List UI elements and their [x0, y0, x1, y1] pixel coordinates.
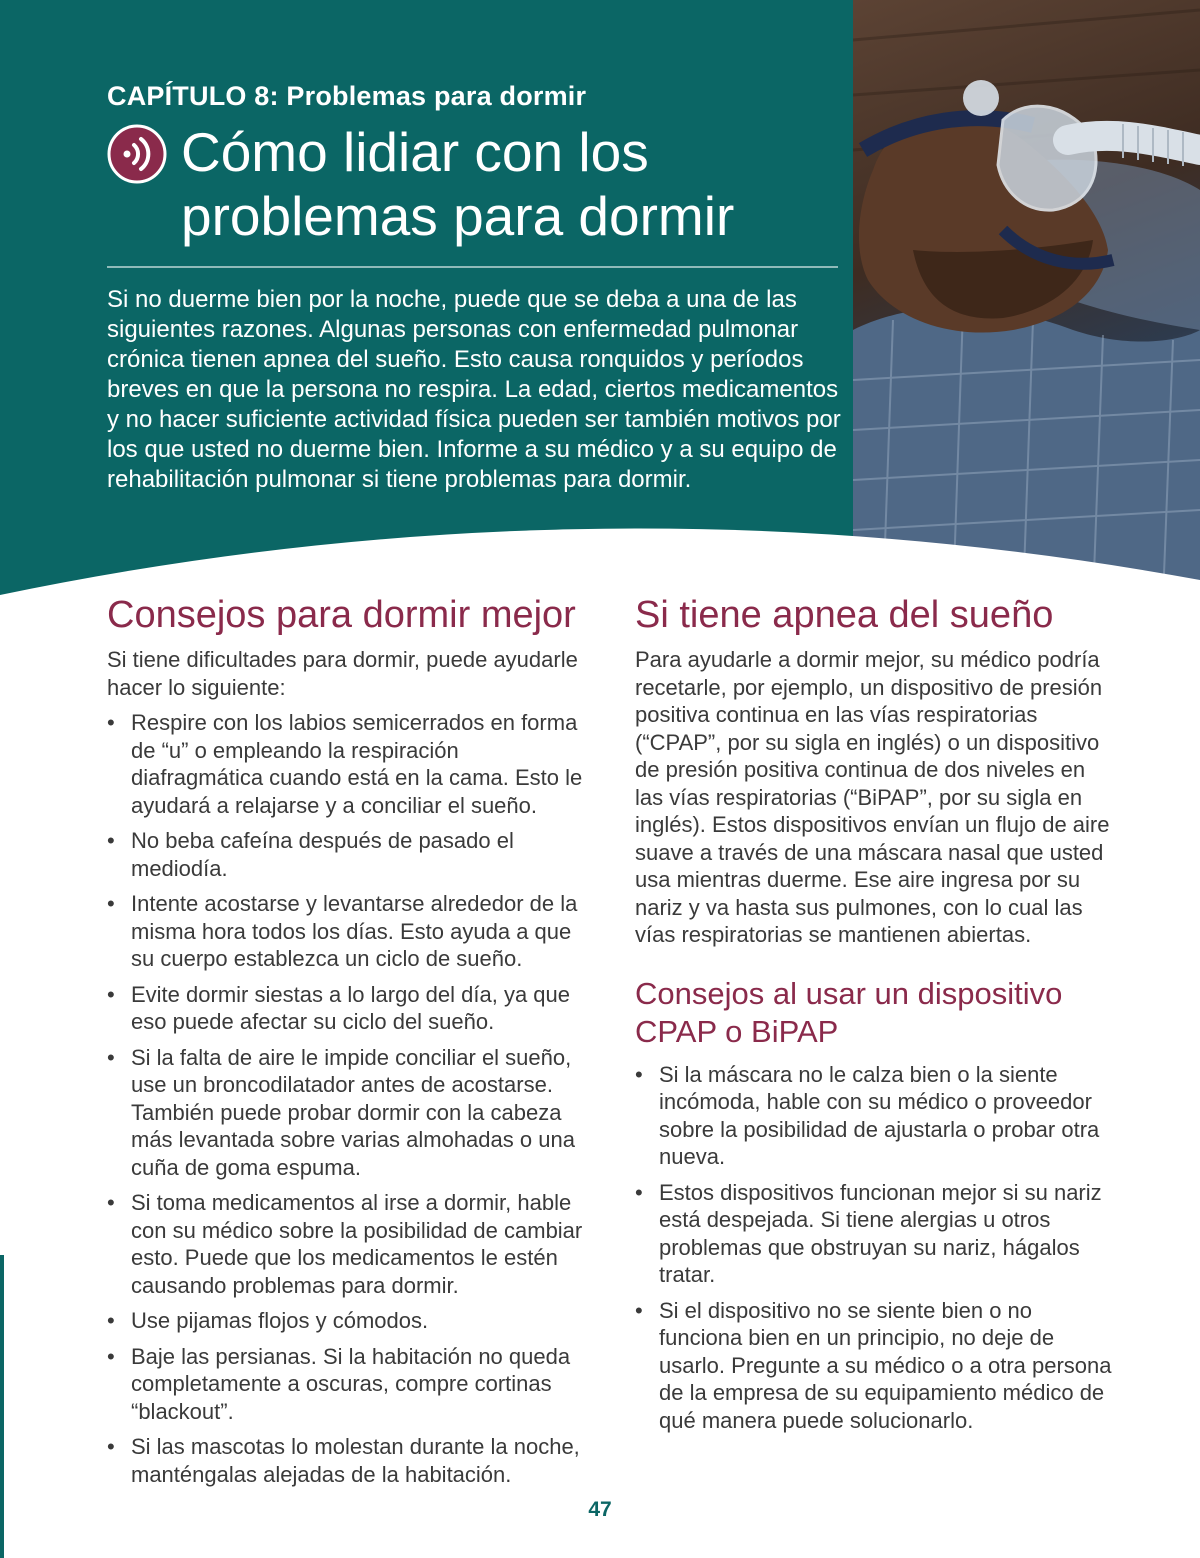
list-item: • Evite dormir siestas a lo largo del día, ya que eso puede afectar su ciclo del sueño.: [107, 981, 571, 1034]
list-item: • Si las mascotas lo molestan durante la noche, manténgalas alejadas de la habitación.: [107, 1434, 580, 1487]
page-number: 47: [588, 1498, 612, 1521]
sleep-apnea-heading: Si tiene apnea del sueño: [635, 594, 1054, 636]
list-item: • Use pijamas flojos y cómodos.: [107, 1308, 429, 1333]
list-item: • Intente acostarse y levantarse alrededor de la misma hora todos los días. Esto ayuda a que su cuerpo establezca un ciclo de sueño.: [107, 891, 578, 971]
list-item: • Respire con los labios semicerrados en forma de “u” o empleando la respiración diafragmática cuando está en la cama. Esto le ayudará a relajarse y a conciliar el sueño.: [107, 710, 583, 818]
list-item: • Baje las persianas. Si la habitación no queda completamente a oscuras, compre cortinas “blackout”.: [107, 1343, 571, 1424]
page-title: [181, 120, 841, 248]
list-item: • Si toma medicamentos al irse a dormir, hable con su médico sobre la posibilidad de cambiar esto. Puede que los medicamentos le estén causando problemas para dormir.: [107, 1190, 583, 1298]
sleep-tips-intro: Si tiene dificultades para dormir, puede ayudarle hacer lo siguiente:: [107, 647, 578, 700]
page-title-line2: problemas para dormir: [181, 185, 735, 247]
list-item: • Si la máscara no le calza bien o la siente incómoda, hable con su médico o proveedor sobre la posibilidad de ajustarla o probar otra nueva.: [635, 1061, 1100, 1169]
audio-speaker-icon[interactable]: [107, 124, 167, 184]
cpap-tips-list: [635, 1061, 1115, 1435]
list-item: • No beba cafeína después de pasado el mediodía.: [107, 828, 514, 881]
list-item: • Si el dispositivo no se siente bien o no funciona bien en un principio, no deje de usarlo. Pregunte a su médico o a otra persona de la empresa de su equipamiento médico de qué manera puede solucionarlo.: [635, 1297, 1112, 1433]
header-divider: [107, 266, 838, 268]
sleep-tips-heading: Consejos para dormir mejor: [107, 594, 576, 636]
chapter-label: CAPÍTULO 8: Problemas para dormir: [107, 81, 587, 111]
sleep-tips-list: [107, 709, 595, 1488]
sleep-apnea-body: Para ayudarle a dormir mejor, su médico podría recetarle, por ejemplo, un dispositivo de presión positiva continua en las vías respiratorias (“CPAP”, por su sigla en inglés) o un dispositivo de presión positiva continua de dos niveles en las vías respiratorias (“BiPAP”, por su sigla en inglés). Estos dispositivos envían un flujo de aire suave a través de una máscara nasal que usted usa mientras duerme. Ese aire ingresa por su nariz y va hasta sus pulmones, con lo cual las vías respiratorias se mantienen abiertas.: [635, 647, 1110, 947]
cpap-tips-heading: Consejos al usar un dispositivo CPAP o BiPAP: [635, 975, 1063, 1049]
list-item: • Estos dispositivos funcionan mejor si su nariz está despejada. Si tiene alergias u otros problemas que obstruyan su nariz, hágalos tratar.: [635, 1179, 1102, 1287]
intro-paragraph: Si no duerme bien por la noche, puede que se deba a una de las siguientes razones. Algunas personas con enfermedad pulmonar crónica tienen apnea del sueño. Esto causa ronquidos y períodos breves en que la persona no respira. La edad, ciertos medicamentos y no hacer suficiente actividad física pueden ser también motivos por los que usted no duerme bien. Informe a su médico y a su equipo de rehabilitación pulmonar si tiene problemas para dormir.: [107, 286, 841, 493]
page-title-line1: Cómo lidiar con los: [181, 121, 649, 183]
photo-illustration: [853, 0, 1200, 600]
list-item: • Si la falta de aire le impide conciliar el sueño, use un broncodilatador antes de acostarse. También puede probar dormir con la cabeza más levantada sobre varias almohadas o una cuña de goma espuma.: [107, 1044, 575, 1180]
sleep-apnea-column: [635, 590, 1115, 1442]
cpap-sleeper-photo: [853, 0, 1200, 600]
sleep-tips-column: [107, 590, 595, 1496]
